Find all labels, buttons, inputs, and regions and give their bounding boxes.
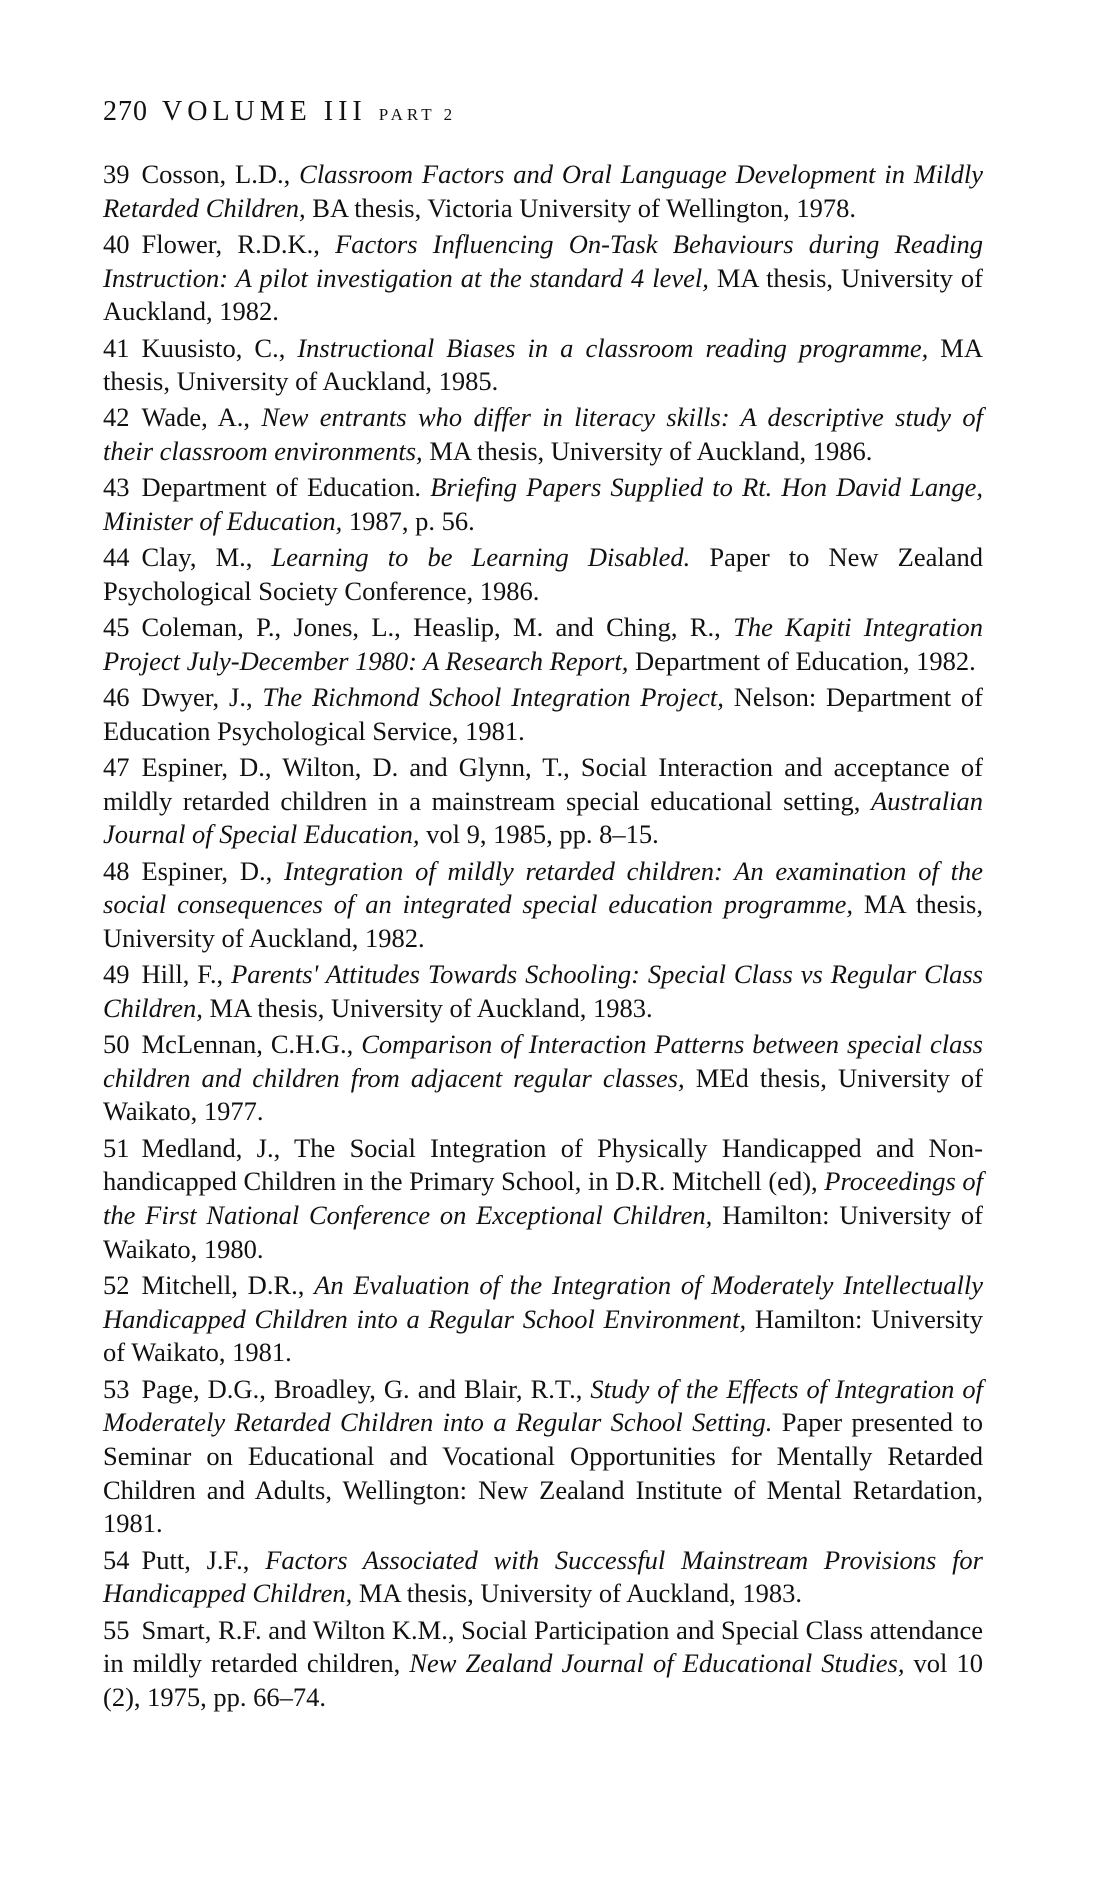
reference-entry [103, 1269, 983, 1370]
reference-authors: Mitchell, D.R., [141, 1270, 315, 1300]
reference-entry [103, 611, 983, 678]
reference-title: Study of the Effects of Integration of Moderately Retarded Children into a Regular School Setting. [103, 1373, 983, 1438]
reference-title: Learning to be Learning Disabled. [271, 542, 691, 573]
reference-authors: Cosson, L.D., [141, 159, 300, 189]
volume-label: VOLUME III [162, 96, 367, 127]
reference-number: 53 [103, 1373, 130, 1404]
reference-entry [103, 541, 983, 608]
reference-details: MA thesis, University of Auckland, 1982. [103, 889, 983, 953]
page-number: 270 [103, 96, 148, 127]
reference-number: 41 [103, 332, 130, 363]
reference-entry [103, 228, 983, 329]
reference-details: MA thesis, University of Auckland, 1986. [422, 436, 873, 467]
document-page [103, 92, 983, 1717]
reference-number: 46 [103, 682, 130, 713]
reference-entry [103, 1132, 983, 1267]
reference-details: Department of Education, 1982. [628, 645, 976, 676]
reference-authors: Espiner, D., Wilton, D. and Glynn, T., Social Interaction and acceptance of mildly retarded children in a mainstream special educational setting, [103, 751, 983, 816]
reference-details: Hamilton: University of Waikato, 1980. [103, 1200, 983, 1264]
reference-entry [103, 681, 983, 748]
reference-authors: Smart, R.F. and Wilton K.M., Social Participation and Special Class attendance in mildly retarded children, [103, 1614, 983, 1679]
reference-number: 47 [103, 751, 130, 782]
reference-authors: Espiner, D., [141, 855, 285, 886]
reference-number: 50 [103, 1029, 130, 1060]
reference-entry [103, 1028, 983, 1129]
reference-authors: Page, D.G., Broadley, G. and Blair, R.T., [141, 1373, 591, 1404]
reference-details: Paper presented to Seminar on Educational and Vocational Opportunities for Mentally Retarded Children and Adults, Wellington: New Zealand Institute of Mental Retardation, 1981. [103, 1407, 983, 1539]
reference-title: An Evaluation of the Integration of Moderately Intellectually Handicapped Children into a Regular School Environment, [103, 1270, 983, 1334]
part-label: PART 2 [378, 105, 457, 124]
reference-number: 54 [103, 1544, 130, 1575]
reference-authors: Kuusisto, C., [141, 332, 298, 363]
reference-entry [103, 1614, 983, 1715]
reference-authors: Putt, J.F., [141, 1544, 266, 1575]
reference-details: MA thesis, University of Auckland, 1985. [103, 332, 984, 397]
reference-entry [103, 855, 983, 956]
reference-authors: Department of Education. [141, 472, 431, 503]
reference-authors: Hill, F., [141, 959, 232, 990]
reference-title: Proceedings of the First National Conference on Exceptional Children, [103, 1166, 983, 1231]
reference-authors: Wade, A., [141, 402, 262, 433]
reference-title: Briefing Papers Supplied to Rt. Hon David Lange, Minister of Education, [103, 472, 983, 537]
reference-title: The Richmond School Integration Project, [262, 682, 724, 713]
reference-entry [103, 1373, 983, 1542]
reference-title: Integration of mildly retarded children: An examination of the social consequences of an integrated special education programme, [103, 855, 983, 920]
reference-entry [103, 332, 983, 399]
reference-number: 45 [103, 612, 130, 643]
reference-title: New Zealand Journal of Educational Studies, [409, 1648, 905, 1679]
reference-details: MA thesis, University of Auckland, 1982. [103, 262, 983, 327]
reference-authors: Flower, R.D.K., [141, 228, 336, 259]
reference-title: Instructional Biases in a classroom reading programme, [297, 332, 929, 363]
reference-title: Classroom Factors and Oral Language Development in Mildly Retarded Children, [103, 159, 983, 223]
reference-details: Nelson: Department of Education Psychological Service, 1981. [103, 682, 983, 746]
reference-entry [103, 158, 983, 225]
reference-number: 48 [103, 855, 130, 886]
reference-title: Factors Influencing On-Task Behaviours during Reading Instruction: A pilot investigation at the standard 4 level, [103, 228, 983, 293]
reference-number: 52 [103, 1270, 130, 1300]
reference-entry [103, 401, 983, 468]
running-header [103, 92, 983, 132]
reference-number: 43 [103, 472, 130, 503]
reference-title: Factors Associated with Successful Mainstream Provisions for Handicapped Children, [103, 1544, 983, 1609]
reference-entry [103, 471, 983, 538]
reference-details: Hamilton: University of Waikato, 1981. [103, 1303, 983, 1368]
reference-authors: Clay, M., [141, 542, 272, 573]
reference-title: Parents' Attitudes Towards Schooling: Special Class vs Regular Class Children, [103, 959, 983, 1023]
reference-authors: Medland, J., The Social Integration of Physically Handicapped and Non-handicapped Children in the Primary School, in D.R. Mitchell (ed), [103, 1132, 983, 1197]
reference-number: 40 [103, 228, 130, 259]
reference-entry [103, 1544, 983, 1611]
reference-entry [103, 751, 983, 852]
reference-details: MEd thesis, University of Waikato, 1977. [103, 1062, 984, 1127]
reference-details: MA thesis, University of Auckland, 1983. [202, 992, 653, 1023]
reference-entry [103, 958, 983, 1025]
reference-number: 39 [103, 159, 130, 189]
reference-number: 49 [103, 959, 130, 990]
reference-details: Paper to New Zealand Psychological Society Conference, 1986. [103, 542, 983, 606]
reference-number: 51 [103, 1132, 130, 1163]
reference-title: Australian Journal of Special Education, [103, 785, 983, 850]
reference-list [103, 158, 983, 1715]
reference-title: Comparison of Interaction Patterns between special class children and children from adjacent regular classes, [103, 1029, 983, 1093]
reference-details: BA thesis, Victoria University of Wellington, 1978. [305, 192, 856, 223]
reference-details: MA thesis, University of Auckland, 1983. [352, 1578, 803, 1609]
reference-number: 44 [103, 542, 130, 573]
reference-number: 42 [103, 402, 130, 433]
reference-authors: Coleman, P., Jones, L., Heaslip, M. and Ching, R., [141, 612, 734, 643]
reference-details: vol 10 (2), 1975, pp. 66–74. [103, 1648, 983, 1712]
reference-details: 1987, p. 56. [342, 506, 475, 537]
reference-title: New entrants who differ in literacy skills: A descriptive study of their classroom environments, [103, 402, 984, 467]
reference-number: 55 [103, 1614, 130, 1645]
reference-authors: McLennan, C.H.G., [141, 1029, 362, 1060]
reference-authors: Dwyer, J., [141, 682, 263, 713]
reference-title: The Kapiti Integration Project July-December 1980: A Research Report, [103, 612, 983, 676]
reference-details: vol 9, 1985, pp. 8–15. [419, 819, 659, 850]
